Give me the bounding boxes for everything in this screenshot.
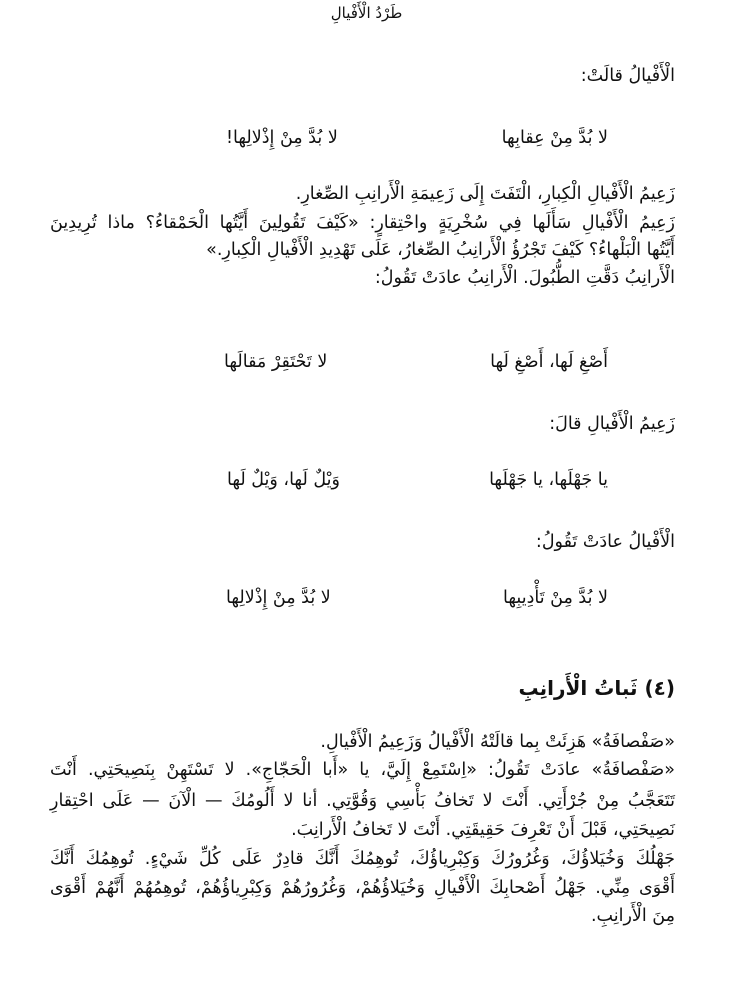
paragraph-line: تَتَعَجَّبُ مِنْ جُرْأَتِي. أَنْتَ لا تَخافُ بَأْسِي وَقُوَّتِي. أنا لا أَلُومُكَ — الْآنَ — عَلَى احْتِقارِ — [50, 791, 675, 811]
paragraph-line: نَصِيحَتِي، قَبْلَ أَنْ تَعْرِفَ حَقِيقَتِي. أَنْتَ لا تَخافُ الْأَرانِبَ. — [291, 820, 675, 840]
verse-line: لا بُدَّ مِنْ عِقابِها — [501, 128, 608, 148]
paragraph-line: زَعِيمُ الْأَفْيالِ سَأَلَها فِي سُخْرِيَةٍ واحْتِقارٍ: «كَيْفَ تَقُولِينَ أَيَّتُها الْحَمْقاءُ؟ ماذا تُرِيدِينَ — [50, 213, 675, 233]
verse-line: وَيْلٌ لَها، وَيْلٌ لَها — [227, 470, 340, 490]
paragraph-line: جَهْلُكَ وَخُيَلاؤُكَ، وَغُرُورُكَ وَكِبْرِياؤُكَ، تُوهِمُكَ أَنَّكَ قادِرٌ عَلَى كُلِّ شَيْءٍ. تُوهِمُكَ أَنَّكَ — [50, 849, 675, 869]
verse-line: لا بُدَّ مِنْ إِذْلالِها — [226, 588, 331, 608]
paragraph-line: «صَفْصافَةُ» عادَتْ تَقُولُ: «اِسْتَمِعْ إِلَيَّ، يا «أَبا الْحَجّاجِ». لا تَسْتَهِنْ بِنَصِيحَتِي. أَنْتَ — [50, 760, 675, 780]
paragraph-line: أَيَّتُها الْبَلْهاءُ؟ كَيْفَ تَجْرُؤُ الْأَرانِبُ الصِّغارُ، عَلَى تَهْدِيدِ الْأَفْيالِ الْكِبارِ.» — [206, 240, 675, 260]
paragraph-line: الْأَرانِبُ دَقَّتِ الطُّبُولَ. الْأَرانِبُ عادَتْ تَقُولُ: — [374, 268, 675, 288]
speaker-line-elephants: الْأَفْيالُ قالَتْ: — [580, 66, 675, 86]
verse-line: أَصْغِ لَها، أَصْغِ لَها — [490, 352, 608, 372]
speaker-line-elephants: الْأَفْيالُ عادَتْ تَقُولُ: — [535, 532, 675, 552]
paragraph-line: «صَفْصافَةُ» هَزِئَتْ بِما قالَتْهُ الْأَفْيالُ وَزَعِيمُ الْأَفْيالِ. — [320, 732, 675, 752]
verse-line: لا بُدَّ مِنْ إِذْلالِها! — [226, 128, 338, 148]
paragraph-line: مِنَ الْأَرانِبِ. — [590, 906, 675, 926]
section-heading: (٤) ثَباتُ الْأَرانِبِ — [518, 676, 675, 700]
running-header: طَرْدُ الْأَفْيالِ — [330, 4, 403, 22]
verse-line: يا جَهْلَها، يا جَهْلَها — [489, 470, 608, 490]
verse-line: لا تَحْتَقِرْ مَقالَها — [224, 352, 328, 372]
paragraph-line: أَقْوَى مِنِّي. جَهْلُ أَصْحابِكَ الْأَفْيالِ وَخُيَلاؤُهُمْ، وَغُرُورُهُمْ وَكِبْرِياؤُهُمْ، تُوهِمُهُمْ أَنَّهُمْ أَقْوَى — [50, 878, 675, 898]
verse-line: لا بُدَّ مِنْ تَأْدِيبِها — [503, 588, 608, 608]
paragraph-line: زَعِيمُ الْأَفْيالِ الْكِبارِ، الْتَفَتَ إِلَى زَعِيمَةِ الْأَرانِبِ الصِّغارِ. — [295, 184, 675, 204]
speaker-line-leader: زَعِيمُ الْأَفْيالِ قالَ: — [549, 414, 675, 434]
